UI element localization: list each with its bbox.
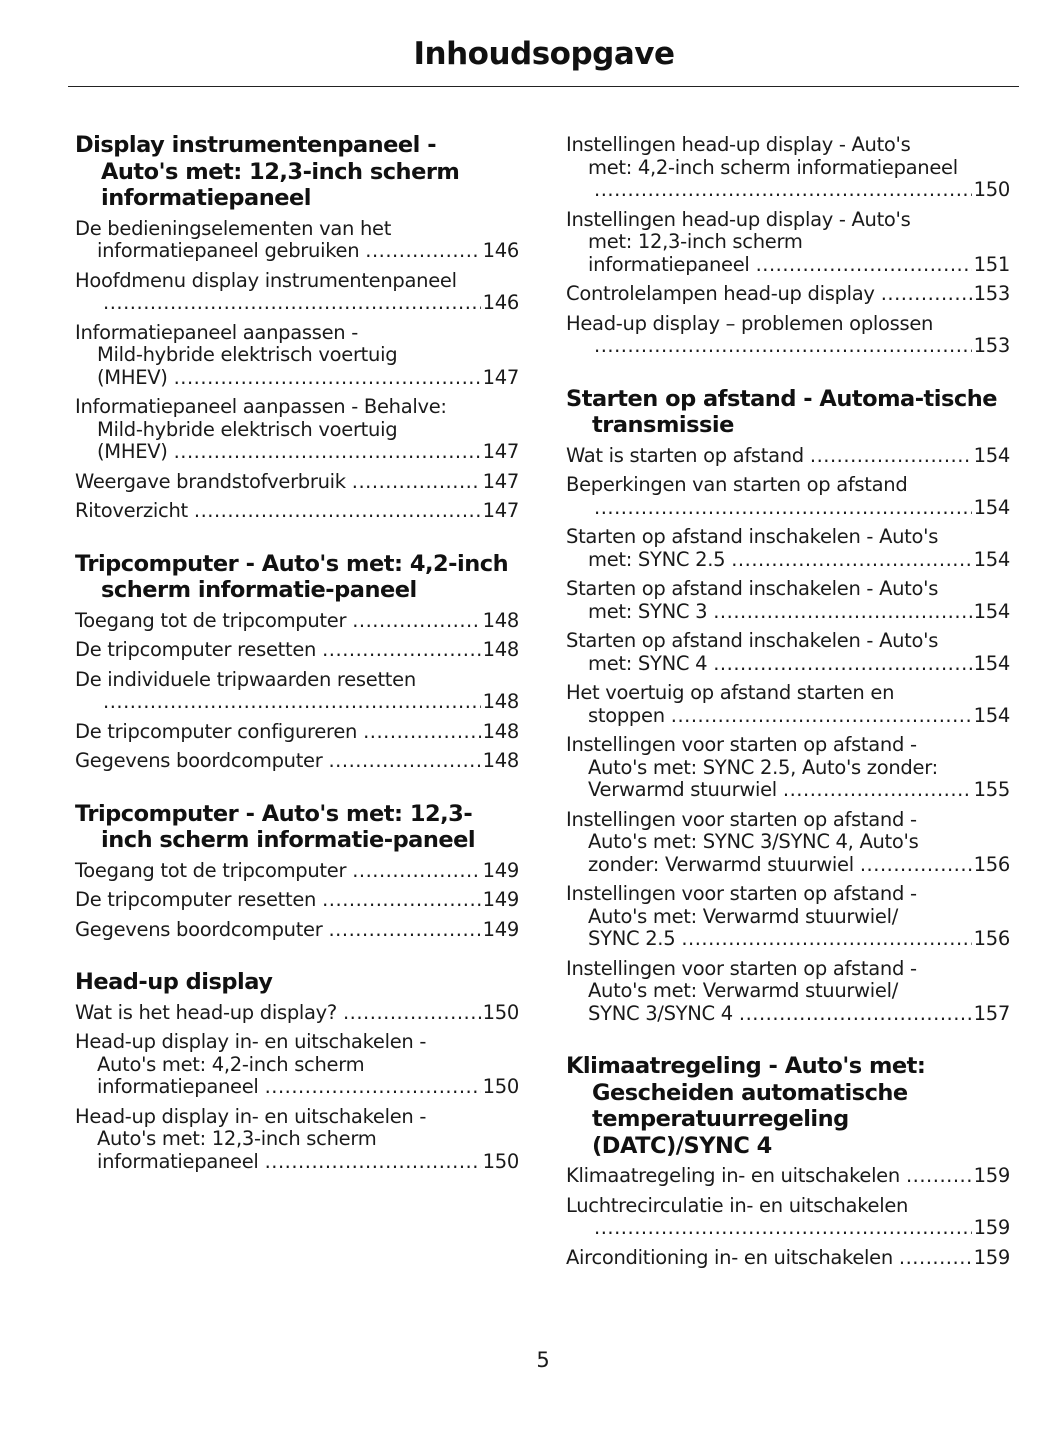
toc-entry-text-line: Hoofdmenu display instrumentenpaneel bbox=[75, 268, 457, 292]
dot-leader bbox=[352, 860, 480, 883]
toc-entry-last-line bbox=[75, 889, 519, 912]
toc-entry-title: Verwarmd stuurwiel bbox=[588, 778, 777, 801]
dot-leader bbox=[343, 1002, 481, 1025]
section-heading: Tripcomputer - Auto's met: 4,2-inch scherm informatie-paneel bbox=[75, 550, 509, 603]
toc-entry[interactable] bbox=[75, 1106, 519, 1174]
toc-entry[interactable] bbox=[75, 639, 519, 662]
toc-entry-page: 149 bbox=[482, 858, 519, 882]
toc-entry-last-line bbox=[97, 691, 519, 714]
toc-entry-page: 146 bbox=[482, 291, 519, 314]
toc-entry-title: Gegevens boordcomputer bbox=[75, 749, 323, 772]
toc-entry-page: 147 bbox=[482, 440, 519, 463]
toc-entry-title: stoppen bbox=[588, 703, 665, 727]
toc-entry-last-line bbox=[97, 441, 519, 464]
toc-entry-title: Toegang tot de tripcomputer bbox=[75, 858, 347, 882]
dot-leader bbox=[174, 441, 481, 464]
toc-entry-last-line bbox=[75, 1002, 519, 1025]
toc-entry[interactable] bbox=[566, 630, 1010, 675]
toc-entry-page: 148 bbox=[482, 638, 519, 661]
toc-entry-text-line: Auto's met: 12,3-inch scherm bbox=[97, 1127, 377, 1150]
toc-entry-last-line bbox=[75, 721, 519, 744]
toc-entry-page: 154 bbox=[973, 547, 1010, 571]
toc-entry[interactable] bbox=[75, 860, 519, 883]
toc-entry-title: Klimaatregeling in- en uitschakelen bbox=[566, 1164, 900, 1187]
dot-leader bbox=[860, 854, 972, 877]
toc-entry-title: Controlelampen head-up display bbox=[566, 282, 875, 305]
toc-entry-page: 155 bbox=[973, 778, 1010, 801]
toc-entry[interactable] bbox=[566, 283, 1010, 306]
toc-entry-text-line: Head-up display – problemen oplossen bbox=[566, 311, 934, 335]
toc-entry-text-line: Instellingen voor starten op afstand - bbox=[566, 807, 917, 831]
toc-section bbox=[75, 801, 519, 942]
dot-leader bbox=[899, 1247, 972, 1270]
toc-entry-title: met: SYNC 2.5 bbox=[588, 547, 726, 571]
toc-entry-text-line: De individuele tripwaarden resetten bbox=[75, 667, 416, 691]
toc-entry[interactable] bbox=[75, 322, 519, 390]
toc-entry[interactable] bbox=[566, 682, 1010, 727]
toc-left-column bbox=[75, 132, 519, 1201]
dot-leader bbox=[103, 691, 481, 714]
toc-entry-last-line bbox=[75, 500, 519, 523]
toc-entry-page: 151 bbox=[973, 252, 1010, 276]
toc-entry[interactable] bbox=[75, 721, 519, 744]
toc-entry[interactable] bbox=[566, 474, 1010, 519]
toc-entry-title: Wat is starten op afstand bbox=[566, 443, 804, 467]
toc-entry-last-line bbox=[566, 1247, 1010, 1270]
toc-entry-title: De tripcomputer resetten bbox=[75, 638, 317, 661]
toc-entry-title: Ritoverzicht bbox=[75, 499, 188, 522]
toc-entry-text-line: Instellingen head-up display - Auto's bbox=[566, 207, 911, 231]
dot-leader bbox=[365, 240, 480, 263]
toc-entry-title: SYNC 2.5 bbox=[588, 927, 676, 950]
toc-entry-page: 159 bbox=[973, 1245, 1010, 1269]
toc-entry-last-line bbox=[75, 750, 519, 773]
toc-entry-text-line: Informatiepaneel aanpassen - bbox=[75, 320, 358, 344]
toc-entry-last-line bbox=[97, 1076, 519, 1099]
toc-entry-last-line bbox=[566, 1165, 1010, 1188]
toc-entry[interactable] bbox=[75, 669, 519, 714]
toc-entry[interactable] bbox=[566, 809, 1010, 877]
toc-entry-title: Wat is het head-up display? bbox=[75, 1000, 337, 1024]
toc-entry-title: met: SYNC 3 bbox=[588, 599, 708, 623]
toc-entry-title: De tripcomputer configureren bbox=[75, 719, 358, 743]
dot-leader bbox=[881, 283, 972, 306]
toc-entry-text-line: Instellingen voor starten op afstand - bbox=[566, 882, 917, 905]
toc-entry-text-line: De bedieningselementen van het bbox=[75, 216, 392, 240]
toc-entry-text-line: Beperkingen van starten op afstand bbox=[566, 473, 908, 496]
toc-entry-text-line: Auto's met: SYNC 3/SYNC 4, Auto's bbox=[588, 830, 919, 853]
toc-entry-page: 148 bbox=[482, 749, 519, 772]
toc-entry-page: 150 bbox=[973, 178, 1010, 201]
dot-leader bbox=[328, 919, 480, 942]
toc-entry[interactable] bbox=[75, 610, 519, 633]
toc-entry-last-line bbox=[566, 445, 1010, 468]
toc-entry-page: 148 bbox=[482, 608, 519, 632]
toc-entry-page: 149 bbox=[482, 888, 519, 911]
toc-entry-title: SYNC 3/SYNC 4 bbox=[588, 1001, 733, 1025]
dot-leader bbox=[594, 497, 972, 520]
toc-entry-page: 150 bbox=[482, 1149, 519, 1173]
toc-entry-text-line: Instellingen voor starten op afstand - bbox=[566, 956, 917, 980]
toc-entry-text-line: Auto's met: SYNC 2.5, Auto's zonder: bbox=[588, 755, 938, 779]
dot-leader bbox=[731, 549, 971, 572]
toc-entry-title: Airconditioning in- en uitschakelen bbox=[566, 1245, 893, 1269]
toc-entry-text-line: Mild-hybride elektrisch voertuig bbox=[97, 343, 398, 366]
toc-entry-title: informatiepaneel bbox=[588, 252, 750, 276]
dot-leader bbox=[103, 292, 481, 315]
toc-entry-page: 147 bbox=[482, 469, 519, 493]
toc-entry[interactable] bbox=[566, 1195, 1010, 1240]
toc-entry-last-line bbox=[588, 1217, 1010, 1240]
toc-entry[interactable] bbox=[566, 526, 1010, 571]
toc-entry[interactable] bbox=[75, 270, 519, 315]
toc-entry[interactable] bbox=[566, 734, 1010, 802]
toc-entry-last-line bbox=[588, 549, 1010, 572]
toc-entry-last-line bbox=[588, 497, 1010, 520]
toc-entry-page: 154 bbox=[973, 443, 1010, 467]
toc-entry-last-line bbox=[97, 240, 519, 263]
toc-entry[interactable] bbox=[566, 134, 1010, 202]
toc-entry-title: informatiepaneel bbox=[97, 1075, 259, 1098]
toc-section bbox=[75, 551, 519, 773]
dot-leader bbox=[265, 1151, 481, 1174]
toc-entry-page: 150 bbox=[482, 1075, 519, 1098]
toc-entry-last-line bbox=[588, 779, 1010, 802]
dot-leader bbox=[713, 653, 971, 676]
toc-entry-last-line bbox=[97, 292, 519, 315]
toc-entry-last-line bbox=[588, 254, 1010, 277]
toc-entry[interactable] bbox=[566, 883, 1010, 951]
toc-entry[interactable] bbox=[75, 919, 519, 942]
toc-entry[interactable] bbox=[566, 958, 1010, 1026]
toc-entry-page: 148 bbox=[482, 690, 519, 713]
toc-entry-title: informatiepaneel gebruiken bbox=[97, 239, 360, 262]
toc-entry-page: 153 bbox=[973, 282, 1010, 305]
toc-section bbox=[75, 132, 519, 523]
toc-entry-text-line: Het voertuig op afstand starten en bbox=[566, 681, 895, 704]
toc-entry-page: 159 bbox=[973, 1164, 1010, 1187]
toc-entry-page: 146 bbox=[482, 239, 519, 262]
toc-entry-last-line bbox=[588, 335, 1010, 358]
toc-entry-text-line: Head-up display in- en uitschakelen - bbox=[75, 1030, 427, 1053]
toc-entry-page: 159 bbox=[973, 1216, 1010, 1239]
toc-section bbox=[75, 969, 519, 1173]
toc-section bbox=[566, 1053, 1010, 1269]
toc-entry-last-line bbox=[97, 1151, 519, 1174]
toc-entry-last-line bbox=[588, 1003, 1010, 1026]
toc-entry[interactable] bbox=[566, 1247, 1010, 1270]
toc-section bbox=[566, 386, 1010, 1026]
page-title: Inhoudsopgave bbox=[413, 36, 675, 72]
toc-entry-title: Gegevens boordcomputer bbox=[75, 917, 323, 941]
toc-entry[interactable] bbox=[566, 578, 1010, 623]
toc-entry[interactable] bbox=[75, 471, 519, 494]
dot-leader bbox=[739, 1003, 972, 1026]
section-heading: Tripcomputer - Auto's met: 12,3-inch scherm informatie-paneel bbox=[75, 800, 476, 853]
toc-entry-page: 156 bbox=[973, 852, 1010, 876]
toc-entry-text-line: Mild-hybride elektrisch voertuig bbox=[97, 417, 398, 441]
dot-leader bbox=[328, 750, 480, 773]
dot-leader bbox=[681, 928, 971, 951]
toc-section bbox=[566, 134, 1010, 358]
toc-entry-text-line: Informatiepaneel aanpassen - Behalve: bbox=[75, 395, 447, 418]
toc-entry-text-line: Starten op afstand inschakelen - Auto's bbox=[566, 629, 939, 652]
toc-entry[interactable] bbox=[75, 1002, 519, 1025]
toc-entry-page: 149 bbox=[482, 917, 519, 941]
toc-entry-last-line bbox=[588, 705, 1010, 728]
toc-entry-last-line bbox=[588, 179, 1010, 202]
toc-entry-title: De tripcomputer resetten bbox=[75, 888, 317, 911]
dot-leader bbox=[594, 179, 972, 202]
toc-entry-page: 154 bbox=[973, 495, 1010, 519]
toc-entry-last-line bbox=[75, 919, 519, 942]
toc-entry-last-line bbox=[588, 653, 1010, 676]
page-number: 5 bbox=[536, 1348, 550, 1372]
toc-right-column bbox=[566, 134, 1010, 1297]
toc-entry-last-line bbox=[588, 928, 1010, 951]
dot-leader bbox=[352, 471, 481, 494]
toc-entry-page: 157 bbox=[973, 1001, 1010, 1025]
toc-entry-title: (MHEV) bbox=[97, 440, 168, 463]
dot-leader bbox=[174, 367, 481, 390]
toc-entry-last-line bbox=[97, 367, 519, 390]
toc-entry[interactable] bbox=[75, 889, 519, 912]
toc-entry-text-line: Head-up display in- en uitschakelen - bbox=[75, 1104, 427, 1128]
toc-entry-title: zonder: Verwarmd stuurwiel bbox=[588, 852, 854, 876]
dot-leader bbox=[906, 1165, 972, 1188]
section-heading: Klimaatregeling - Auto's met: Gescheiden automatische temperatuurregeling (DATC)/SYNC 4 bbox=[566, 1053, 926, 1159]
section-heading: Starten op afstand - Automa-tische transmissie bbox=[566, 385, 998, 438]
toc-entry-last-line bbox=[566, 283, 1010, 306]
toc-entry[interactable] bbox=[566, 209, 1010, 277]
dot-leader bbox=[352, 610, 480, 633]
dot-leader bbox=[594, 335, 972, 358]
toc-entry-title: Weergave brandstofverbruik bbox=[75, 469, 346, 493]
toc-entry[interactable] bbox=[566, 313, 1010, 358]
dot-leader bbox=[363, 721, 481, 744]
toc-entry-page: 156 bbox=[973, 927, 1010, 950]
toc-entry-page: 154 bbox=[973, 703, 1010, 727]
toc-entry[interactable] bbox=[75, 1031, 519, 1099]
dot-leader bbox=[194, 500, 481, 523]
toc-entry[interactable] bbox=[75, 500, 519, 523]
toc-entry[interactable] bbox=[75, 218, 519, 263]
toc-entry[interactable] bbox=[75, 750, 519, 773]
dot-leader bbox=[671, 705, 972, 728]
toc-entry-last-line bbox=[75, 639, 519, 662]
toc-entry-text-line: Starten op afstand inschakelen - Auto's bbox=[566, 525, 939, 548]
toc-entry-title: Toegang tot de tripcomputer bbox=[75, 608, 347, 632]
toc-entry-text-line: Auto's met: Verwarmd stuurwiel/ bbox=[588, 979, 898, 1002]
dot-leader bbox=[810, 445, 972, 468]
toc-entry-text-line: Auto's met: Verwarmd stuurwiel/ bbox=[588, 904, 898, 928]
toc-entry[interactable] bbox=[566, 1165, 1010, 1188]
toc-entry-text-line: Luchtrecirculatie in- en uitschakelen bbox=[566, 1193, 909, 1217]
title-divider bbox=[68, 86, 1019, 87]
toc-entry-text-line: Auto's met: 4,2-inch scherm bbox=[97, 1052, 365, 1076]
toc-entry-last-line bbox=[588, 854, 1010, 877]
toc-entry-last-line bbox=[588, 601, 1010, 624]
toc-entry-title: informatiepaneel bbox=[97, 1149, 259, 1173]
toc-entry-page: 148 bbox=[482, 719, 519, 743]
toc-entry-last-line bbox=[75, 471, 519, 494]
toc-entry-text-line: Instellingen head-up display - Auto's bbox=[566, 133, 911, 156]
toc-entry[interactable] bbox=[75, 396, 519, 464]
toc-entry-title: met: SYNC 4 bbox=[588, 651, 708, 675]
toc-entry-text-line: Instellingen voor starten op afstand - bbox=[566, 733, 917, 756]
toc-entry-page: 154 bbox=[973, 651, 1010, 675]
section-heading: Head-up display bbox=[75, 969, 273, 995]
toc-entry-page: 154 bbox=[973, 599, 1010, 623]
toc-entry-page: 153 bbox=[973, 334, 1010, 357]
toc-entry-text-line: met: 12,3-inch scherm bbox=[588, 230, 803, 253]
toc-entry[interactable] bbox=[566, 445, 1010, 468]
toc-entry-last-line bbox=[75, 610, 519, 633]
toc-entry-text-line: Starten op afstand inschakelen - Auto's bbox=[566, 577, 939, 600]
toc-entry-page: 147 bbox=[482, 365, 519, 389]
dot-leader bbox=[756, 254, 972, 277]
dot-leader bbox=[322, 889, 481, 912]
toc-entry-page: 150 bbox=[482, 1000, 519, 1024]
section-heading: Display instrumentenpaneel - Auto's met: 12,3-inch scherm informatiepaneel bbox=[75, 132, 460, 211]
dot-leader bbox=[322, 639, 481, 662]
dot-leader bbox=[783, 779, 972, 802]
toc-entry-text-line: met: 4,2-inch scherm informatiepaneel bbox=[588, 155, 958, 179]
toc-entry-last-line bbox=[75, 860, 519, 883]
dot-leader bbox=[713, 601, 971, 624]
toc-entry-page: 147 bbox=[482, 499, 519, 522]
toc-entry-title: (MHEV) bbox=[97, 365, 168, 389]
dot-leader bbox=[594, 1217, 972, 1240]
dot-leader bbox=[265, 1076, 481, 1099]
